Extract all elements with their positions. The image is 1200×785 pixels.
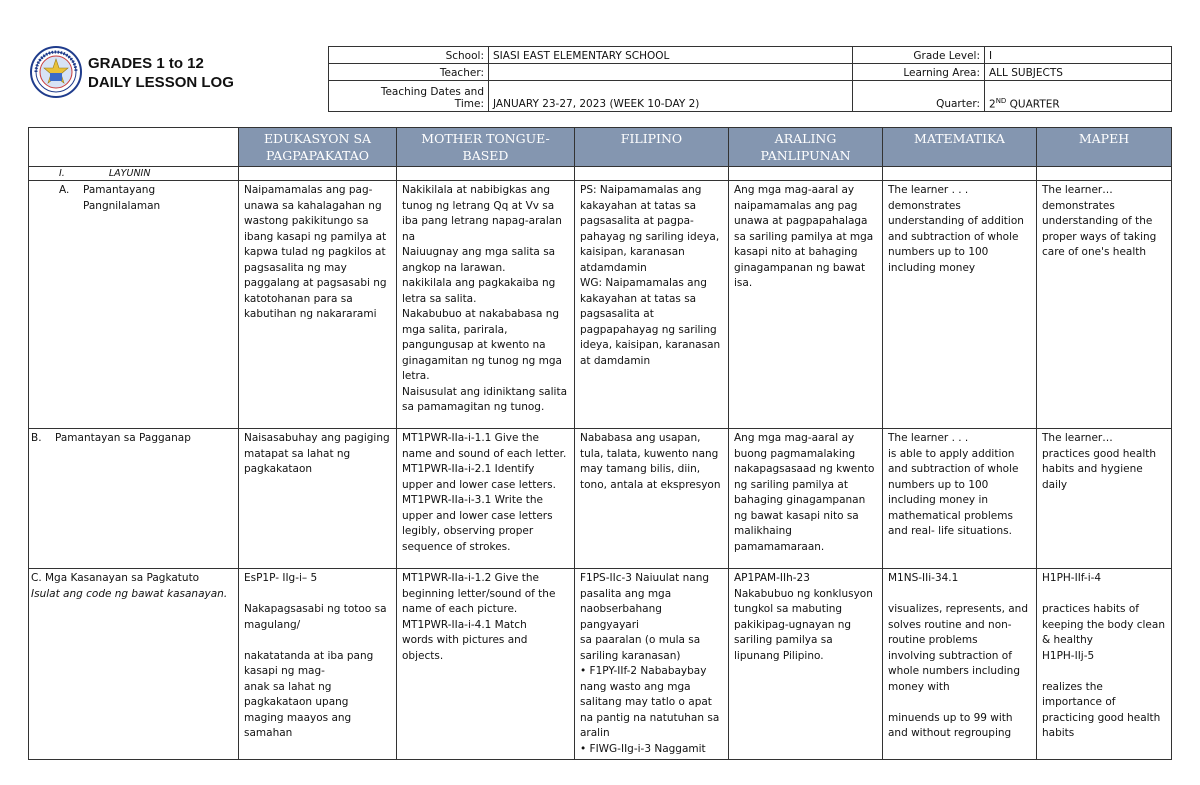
teacher-value bbox=[489, 64, 853, 81]
row-letter: A. bbox=[59, 184, 70, 196]
cell-ap: Ang mga mag-aaral ay naipamamalas ang pag unawa at pagpapahalaga sa sariling pamilya at mga kasapi nito at bahaging ginagampanan ng bawat isa. bbox=[729, 181, 883, 429]
dates-label bbox=[329, 81, 489, 112]
row-label-text: Pamantayan sa Pagganap bbox=[55, 432, 191, 444]
section-cell bbox=[397, 167, 575, 181]
row-letter: B. bbox=[31, 432, 42, 444]
quarter-number: 2 bbox=[989, 98, 996, 110]
cell-mtb: MT1PWR-IIa-i-1.1 Give the name and sound of each letter. MT1PWR-IIa-i-2.1 Identify upper and lower case letters. MT1PWR-IIa-i-3.1 Write the upper and lower case letters legibly, observing proper sequence of strokes. bbox=[397, 429, 575, 569]
title-line-2: DAILY LESSON LOG bbox=[88, 74, 234, 91]
dates-label-line-1: Teaching Dates and bbox=[380, 86, 484, 98]
row-label-subtext: Isulat ang code ng bawat kasanayan. bbox=[31, 587, 228, 600]
section-number: I. bbox=[59, 168, 65, 179]
grade-level-label: Grade Level: bbox=[853, 47, 985, 64]
section-cell bbox=[729, 167, 883, 181]
cell-esp: Naipamamalas ang pag- unawa sa kahalagahan ng wastong pakikitungo sa ibang kasapi ng pamilya at kapwa tulad ng pagkilos at pagsasalita ng may paggalang at pagsasabi ng katotohanan para sa kabutihan ng nakararami bbox=[239, 181, 397, 429]
cell-ap: AP1PAM-IIh-23 Nakabubuo ng konklusyon tungkol sa mabuting pakikipag-ugnayan ng sariling pamilya sa lipunang Pilipino. bbox=[729, 569, 883, 760]
cell-ap: Ang mga mag-aaral ay buong pagmamalaking nakapagsasaad ng kwento ng sariling pamilya at bahaging ginagampanan ng bawat kasapi nito sa malikhaing pamamamaraan. bbox=[729, 429, 883, 569]
cell-filipino: Nababasa ang usapan, tula, talata, kuwento nang may tamang bilis, diin, tono, antala at ekspresyon bbox=[575, 429, 729, 569]
cell-math: The learner . . . demonstrates understanding of addition and subtraction of whole numbers up to 100 including money bbox=[883, 181, 1037, 429]
column-header-filipino: FILIPINO bbox=[575, 128, 729, 167]
cell-mtb: MT1PWR-IIa-i-1.2 Give the beginning letter/sound of the name of each picture. MT1PWR-IIa-i-4.1 Match words with pictures and objects. bbox=[397, 569, 575, 760]
column-header-mtb: MOTHER TONGUE-BASED bbox=[397, 128, 575, 167]
section-cell bbox=[239, 167, 397, 181]
column-header-math: MATEMATIKA bbox=[883, 128, 1037, 167]
column-header-row bbox=[29, 128, 1172, 167]
quarter-value bbox=[985, 81, 1172, 112]
quarter-suffix: ND bbox=[995, 96, 1007, 105]
section-row bbox=[29, 167, 1172, 181]
cell-filipino: F1PS-IIc-3 Naiuulat nang pasalita ang mga naobserbahang pangyayari sa paaralan (o mula sa sariling karanasan) • F1PY-IIf-2 Nababaybay nang wasto ang mga salitang may tatlo o apat na pantig na natutuhan sa aralin • FIWG-IIg-i-3 Naggamit bbox=[575, 569, 729, 760]
quarter-word: QUARTER bbox=[1006, 98, 1060, 110]
cell-filipino: PS: Naipamamalas ang kakayahan at tatas sa pagsasalita at pagpa- pahayag ng sariling ideya, kaisipan, karanasan atdamdamin WG: Naipamamalas ang kakayahan at tatas sa pagsasalita at pagpapahayag ng sariling ideya, kaisipan, karanasan at damdamin bbox=[575, 181, 729, 429]
cell-mapeh: The learner… demonstrates understanding of the proper ways of taking care of one's health bbox=[1037, 181, 1172, 429]
quarter-label: Quarter: bbox=[853, 81, 985, 112]
dates-value: JANUARY 23-27, 2023 (WEEK 10-DAY 2) bbox=[489, 81, 853, 112]
document-title bbox=[88, 54, 234, 92]
section-label bbox=[29, 167, 239, 181]
deped-seal-icon bbox=[30, 46, 82, 98]
row-label bbox=[29, 181, 239, 429]
row-learning-competencies bbox=[29, 569, 1172, 760]
row-label bbox=[29, 569, 239, 760]
row-label-text: Pamantayang Pangnilalaman bbox=[83, 184, 161, 212]
row-label-text: Mga Kasanayan sa Pagkatuto bbox=[45, 572, 200, 584]
teacher-label: Teacher: bbox=[329, 64, 489, 81]
cell-math: The learner . . . is able to apply addition and subtraction of whole numbers up to 100 including money in mathematical problems and real- life situations. bbox=[883, 429, 1037, 569]
dates-label-line-2: Time: bbox=[454, 98, 484, 110]
learning-area-value: ALL SUBJECTS bbox=[985, 64, 1172, 81]
cell-mapeh: The learner… practices good health habits and hygiene daily bbox=[1037, 429, 1172, 569]
school-info-table bbox=[328, 46, 1172, 112]
row-content-standards bbox=[29, 181, 1172, 429]
lesson-grid bbox=[28, 127, 1172, 760]
grade-level-value: I bbox=[985, 47, 1172, 64]
row-label bbox=[29, 429, 239, 569]
cell-mtb: Nakikilala at nabibigkas ang tunog ng letrang Qq at Vv sa iba pang letrang napag-aralan na Naiuugnay ang mga salita sa angkop na larawan. nakikilala ang pagkakaiba ng letra sa salita. Nakabubuo at nakababasa ng mga salita, parirala, pangungusap at kwento na ginagamitan ng tunog ng mga letra. Naisusulat ang idiniktang salita sa pamamagitan ng tunog. bbox=[397, 181, 575, 429]
column-header-ap: ARALING PANLIPUNAN bbox=[729, 128, 883, 167]
cell-esp: Naisasabuhay ang pagiging matapat sa lahat ng pagkakataon bbox=[239, 429, 397, 569]
cell-esp: EsP1P- IIg-i– 5 Nakapagsasabi ng totoo sa magulang/ nakatatanda at iba pang kasapi ng mag- anak sa lahat ng pagkakataon upang maging maayos ang samahan bbox=[239, 569, 397, 760]
section-title: LAYUNIN bbox=[108, 168, 151, 179]
corner-cell bbox=[29, 128, 239, 167]
column-header-mapeh: MAPEH bbox=[1037, 128, 1172, 167]
column-header-esp: EDUKASYON SA PAGPAPAKATAO bbox=[239, 128, 397, 167]
row-letter: C. bbox=[31, 572, 42, 584]
cell-mapeh: H1PH-IIf-i-4 practices habits of keeping the body clean & healthy H1PH-IIj-5 realizes the importance of practicing good health habits bbox=[1037, 569, 1172, 760]
learning-area-label: Learning Area: bbox=[853, 64, 985, 81]
section-cell bbox=[575, 167, 729, 181]
title-line-1: GRADES 1 to 12 bbox=[88, 55, 204, 72]
row-performance-standards bbox=[29, 429, 1172, 569]
school-value: SIASI EAST ELEMENTARY SCHOOL bbox=[489, 47, 853, 64]
school-label: School: bbox=[329, 47, 489, 64]
section-cell bbox=[1037, 167, 1172, 181]
cell-math: M1NS-IIi-34.1 visualizes, represents, and solves routine and non- routine problems involving subtraction of whole numbers including money with minuends up to 99 with and without regrouping bbox=[883, 569, 1037, 760]
section-cell bbox=[883, 167, 1037, 181]
